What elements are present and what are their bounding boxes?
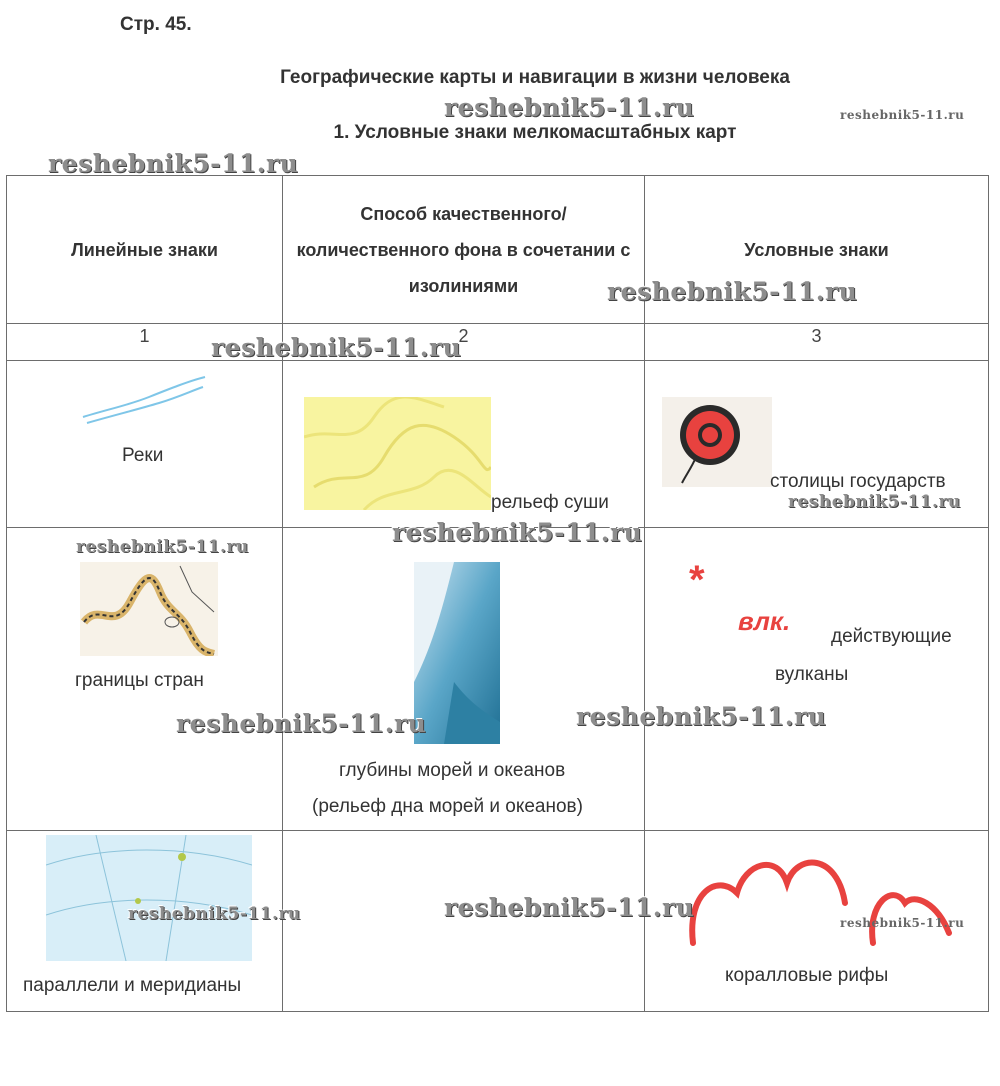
- coral-reef-icon: [687, 843, 957, 947]
- watermark-text: reshebnik5-11.ru: [840, 108, 965, 122]
- header-background-method: Способ качественного/количественного фона в сочетании с изолиниями: [296, 203, 631, 296]
- parallels-meridians-map-image: [46, 835, 252, 961]
- watermark-text: reshebnik5-11.ru: [444, 93, 695, 122]
- label-country-borders: границы стран: [75, 670, 204, 691]
- watermark-text: reshebnik5-11.ru: [576, 702, 827, 731]
- capital-city-icon: [662, 397, 772, 487]
- river-icon: [79, 369, 209, 425]
- watermark-text: reshebnik5-11.ru: [76, 537, 249, 557]
- watermark-text: reshebnik5-11.ru: [211, 333, 462, 362]
- watermark-text: reshebnik5-11.ru: [392, 518, 643, 547]
- label-sea-depths: глубины морей и океанов: [339, 760, 566, 781]
- label-parallels-meridians: параллели и меридианы: [23, 975, 242, 996]
- table-row: [7, 528, 989, 831]
- table-number-row: [7, 324, 989, 361]
- label-rivers: Реки: [122, 445, 164, 466]
- label-land-relief: рельеф суши: [491, 492, 609, 513]
- column-number: 3: [811, 326, 822, 346]
- page-number: Стр. 45.: [120, 14, 192, 35]
- watermark-text: reshebnik5-11.ru: [444, 893, 695, 922]
- watermark-text: reshebnik5-11.ru: [840, 916, 965, 930]
- label-volcanoes: вулканы: [775, 664, 849, 685]
- label-capitals: столицы государств: [770, 471, 946, 492]
- watermark-text: reshebnik5-11.ru: [607, 277, 858, 306]
- country-border-map-image: [80, 562, 218, 656]
- watermark-text: reshebnik5-11.ru: [176, 709, 427, 738]
- watermark-text: reshebnik5-11.ru: [128, 904, 301, 924]
- sea-depth-map-image: [414, 562, 500, 744]
- label-sea-floor-relief: (рельеф дна морей и океанов): [312, 796, 583, 817]
- column-number: 2: [458, 326, 469, 346]
- label-coral-reefs: коралловые рифы: [725, 965, 889, 986]
- volcano-asterisk-icon: *: [689, 558, 705, 602]
- label-active: действующие: [831, 626, 952, 647]
- watermark-text: reshebnik5-11.ru: [48, 149, 299, 178]
- page-subtitle: 1. Условные знаки мелкомасштабных карт: [333, 122, 737, 143]
- header-linear-signs: Линейные знаки: [71, 239, 218, 260]
- land-relief-map-image: [304, 397, 491, 510]
- header-symbols: Условные знаки: [744, 239, 889, 260]
- column-number: 1: [139, 326, 150, 346]
- page-title: Географические карты и навигации в жизни человека: [280, 67, 790, 88]
- watermark-text: reshebnik5-11.ru: [788, 492, 961, 512]
- volcano-abbreviation: влк.: [738, 606, 791, 636]
